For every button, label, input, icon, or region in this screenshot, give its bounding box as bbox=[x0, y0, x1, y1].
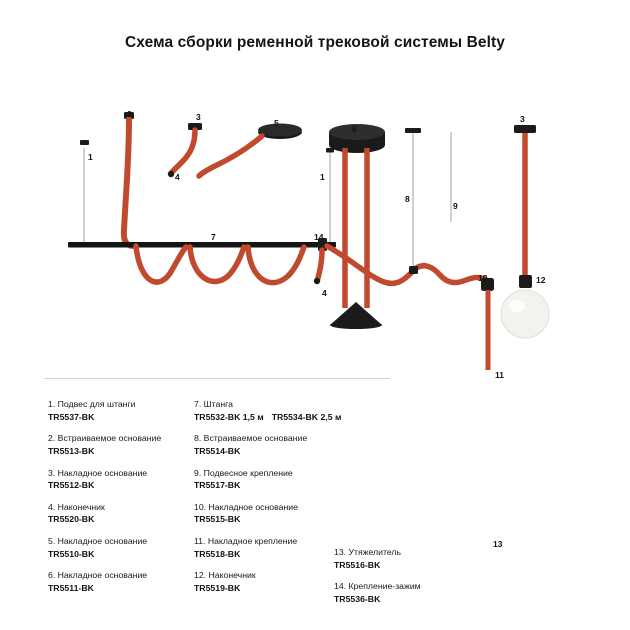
strap-drape-tail bbox=[318, 250, 322, 278]
strap-3-left bbox=[172, 130, 195, 172]
cone-shade-rim bbox=[330, 321, 382, 329]
legend-item-code: TR5536-BK bbox=[334, 593, 381, 604]
callout-1a: 1 bbox=[88, 152, 93, 162]
surface-base-6-top bbox=[329, 124, 385, 140]
legend bbox=[44, 378, 590, 604]
legend-item bbox=[194, 399, 394, 423]
diagram-svg bbox=[0, 70, 630, 370]
legend-item bbox=[194, 433, 394, 457]
legend-item-code: TR5537-BK bbox=[48, 411, 95, 422]
strap-span bbox=[327, 246, 486, 283]
strap-drape-2 bbox=[190, 247, 244, 281]
page-title: Схема сборки ременной трековой системы Belty bbox=[125, 34, 505, 51]
callout-3b: 3 bbox=[520, 114, 525, 124]
legend-item-label: 9. Подвесное крепление bbox=[194, 467, 293, 478]
legend-item-label: 7. Штанга bbox=[194, 399, 233, 409]
callout-4a: 4 bbox=[175, 172, 180, 182]
callout-1b: 1 bbox=[320, 172, 325, 182]
legend-item-label: 8. Встраиваемое основание bbox=[194, 433, 308, 444]
legend-item bbox=[194, 502, 394, 526]
legend-item-label: 3. Накладное основание bbox=[48, 467, 148, 478]
tip-12 bbox=[519, 275, 532, 288]
hanger-base-mid bbox=[326, 148, 334, 153]
callout-13: 13 bbox=[493, 539, 503, 549]
legend-item bbox=[48, 536, 198, 560]
legend-item-code: TR5513-BK bbox=[48, 445, 95, 456]
legend-item bbox=[334, 547, 524, 571]
legend-item bbox=[194, 468, 394, 492]
callout-7: 7 bbox=[211, 232, 216, 242]
strap-drape-1 bbox=[136, 246, 186, 282]
legend-item-label: 11. Накладное крепление bbox=[194, 536, 298, 546]
legend-item-code: TR5517-BK bbox=[194, 480, 241, 491]
strap-2 bbox=[124, 119, 134, 246]
legend-item-label: 13. Утяжелитель bbox=[334, 547, 401, 557]
legend-item-code: TR5520-BK bbox=[48, 514, 95, 525]
legend-item-code-b: TR5534-BK 2,5 м bbox=[271, 411, 342, 422]
legend-item-code bbox=[194, 412, 394, 423]
callout-14: 14 bbox=[314, 232, 324, 242]
legend-item-label: 6. Накладное основание bbox=[48, 570, 148, 581]
strap-5 bbox=[199, 136, 262, 176]
legend-item-code: TR5511-BK bbox=[48, 582, 94, 593]
recessed-base-8 bbox=[405, 128, 421, 133]
surface-base-5-top bbox=[258, 124, 302, 137]
callout-2: 2 bbox=[127, 109, 132, 119]
callout-12: 12 bbox=[536, 275, 546, 285]
rail-7 bbox=[68, 242, 336, 248]
legend-item-label: 2. Встраиваемое основание bbox=[48, 433, 162, 444]
legend-item-code-a: TR5532-BK 1,5 м bbox=[194, 411, 264, 422]
legend-divider bbox=[44, 378, 390, 379]
legend-item bbox=[334, 581, 524, 605]
callout-11: 11 bbox=[495, 370, 504, 380]
legend-column-3 bbox=[334, 547, 524, 616]
strap-drape-3 bbox=[248, 247, 304, 283]
legend-item bbox=[48, 570, 198, 594]
legend-item bbox=[48, 468, 198, 492]
legend-item bbox=[48, 433, 198, 457]
legend-item-code: TR5514-BK bbox=[194, 445, 241, 456]
legend-item-code: TR5516-BK bbox=[334, 559, 381, 570]
legend-item-code: TR5518-BK bbox=[194, 548, 241, 559]
legend-item-label: 10. Накладное основание bbox=[194, 501, 298, 512]
legend-item bbox=[48, 502, 198, 526]
legend-item-label: 1. Подвес для штанги bbox=[48, 399, 136, 409]
legend-item-label: 14. Крепление-зажим bbox=[334, 581, 421, 592]
callout-9: 9 bbox=[453, 201, 458, 211]
callout-4b: 4 bbox=[322, 288, 327, 298]
legend-item-label: 4. Наконечник bbox=[48, 501, 105, 512]
legend-item bbox=[48, 399, 198, 423]
legend-item-label: 5. Накладное основание bbox=[48, 536, 148, 546]
surface-base-3-right bbox=[514, 125, 536, 133]
globe-highlight bbox=[509, 300, 525, 312]
hanger-base-left bbox=[80, 140, 89, 145]
callout-6: 6 bbox=[352, 124, 357, 134]
callout-3a: 3 bbox=[196, 112, 201, 122]
legend-item-code: TR5512-BK bbox=[48, 480, 95, 491]
globe-shade bbox=[501, 290, 549, 338]
legend-item-code: TR5510-BK bbox=[48, 548, 95, 559]
legend-column-1 bbox=[48, 399, 198, 605]
tip-4-left bbox=[168, 171, 174, 177]
clip-8 bbox=[409, 266, 418, 274]
tip-4-right bbox=[314, 278, 320, 284]
legend-item-label: 12. Наконечник bbox=[194, 570, 256, 581]
callout-10: 10 bbox=[478, 273, 488, 283]
callout-8: 8 bbox=[405, 194, 410, 204]
legend-item-code: TR5515-BK bbox=[194, 514, 241, 525]
callout-5: 5 bbox=[274, 118, 279, 128]
legend-item-code: TR5519-BK bbox=[194, 582, 241, 593]
